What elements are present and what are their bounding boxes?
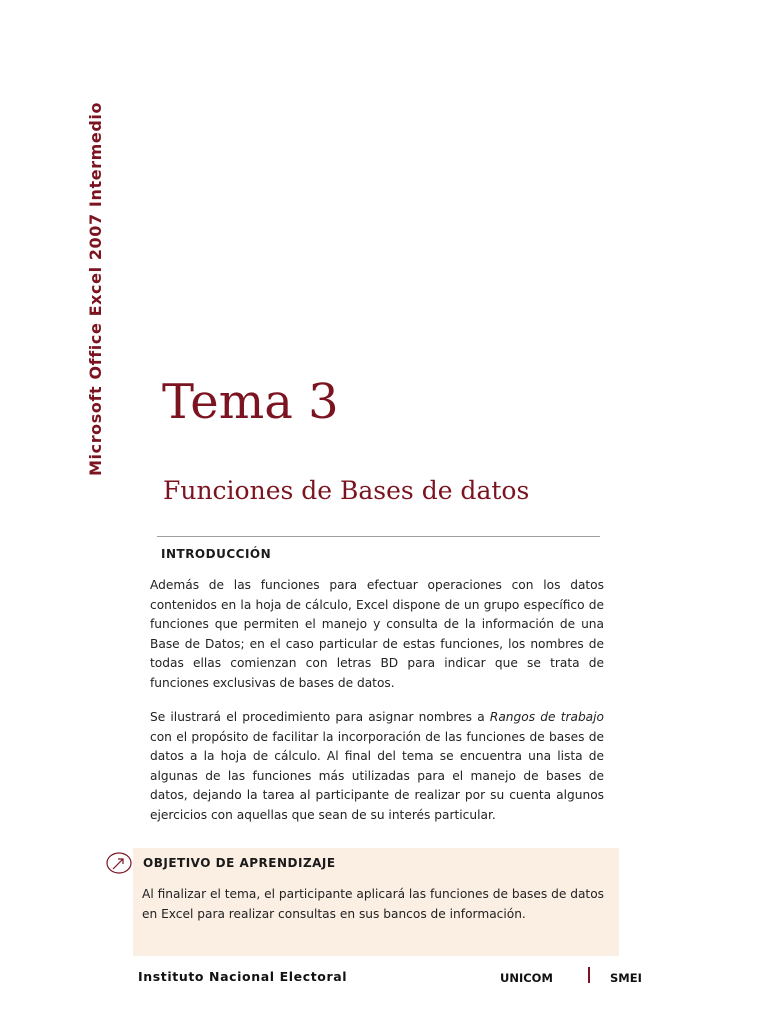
footer-separator [588, 967, 590, 983]
divider [157, 536, 600, 537]
chapter-title: Tema 3 [162, 374, 339, 430]
footer-unit: UNICOM [500, 971, 553, 985]
side-title: Microsoft Office Excel 2007 Intermedio [86, 101, 105, 476]
intro-heading: INTRODUCCIÓN [161, 547, 272, 561]
objective-heading: OBJETIVO DE APRENDIZAJE [143, 856, 336, 870]
chapter-subtitle: Funciones de Bases de datos [163, 476, 530, 505]
intro-paragraph-2 [150, 708, 604, 826]
intro-paragraph-2-end: con el propósito de facilitar la incorporación de las funciones de bases de datos a la hoja de cálculo. Al final del tema se encuentra una lista de algunas de las funciones más utilizadas para el manejo de bases de datos, dejando la tarea al participante de realizar por su cuenta algunos ejercicios con aquellas que sean de su interés particular. [150, 729, 604, 822]
intro-paragraph-1: Además de las funciones para efectuar operaciones con los datos contenidos en la hoja de cálculo, Excel dispone de un grupo específico de funciones que permiten el manejo y consulta de la información de una Base de Datos; en el caso particular de estas funciones, los nombres de todas ellas comienzan con letras BD para indicar que se trata de funciones exclusivas de bases de datos. [150, 578, 604, 690]
footer-institute: Instituto Nacional Electoral [138, 969, 348, 984]
target-arrow-icon [104, 848, 134, 878]
intro-paragraph-2-emphasis: Rangos de trabajo [489, 710, 604, 724]
objective-text: Al finalizar el tema, el participante aplicará las funciones de bases de datos en Excel para realizar consultas en sus bancos de información. [142, 887, 605, 921]
footer-office: SMEI [610, 971, 642, 985]
intro-paragraph-2-start: Se ilustrará el procedimiento para asignar nombres a [150, 710, 490, 724]
